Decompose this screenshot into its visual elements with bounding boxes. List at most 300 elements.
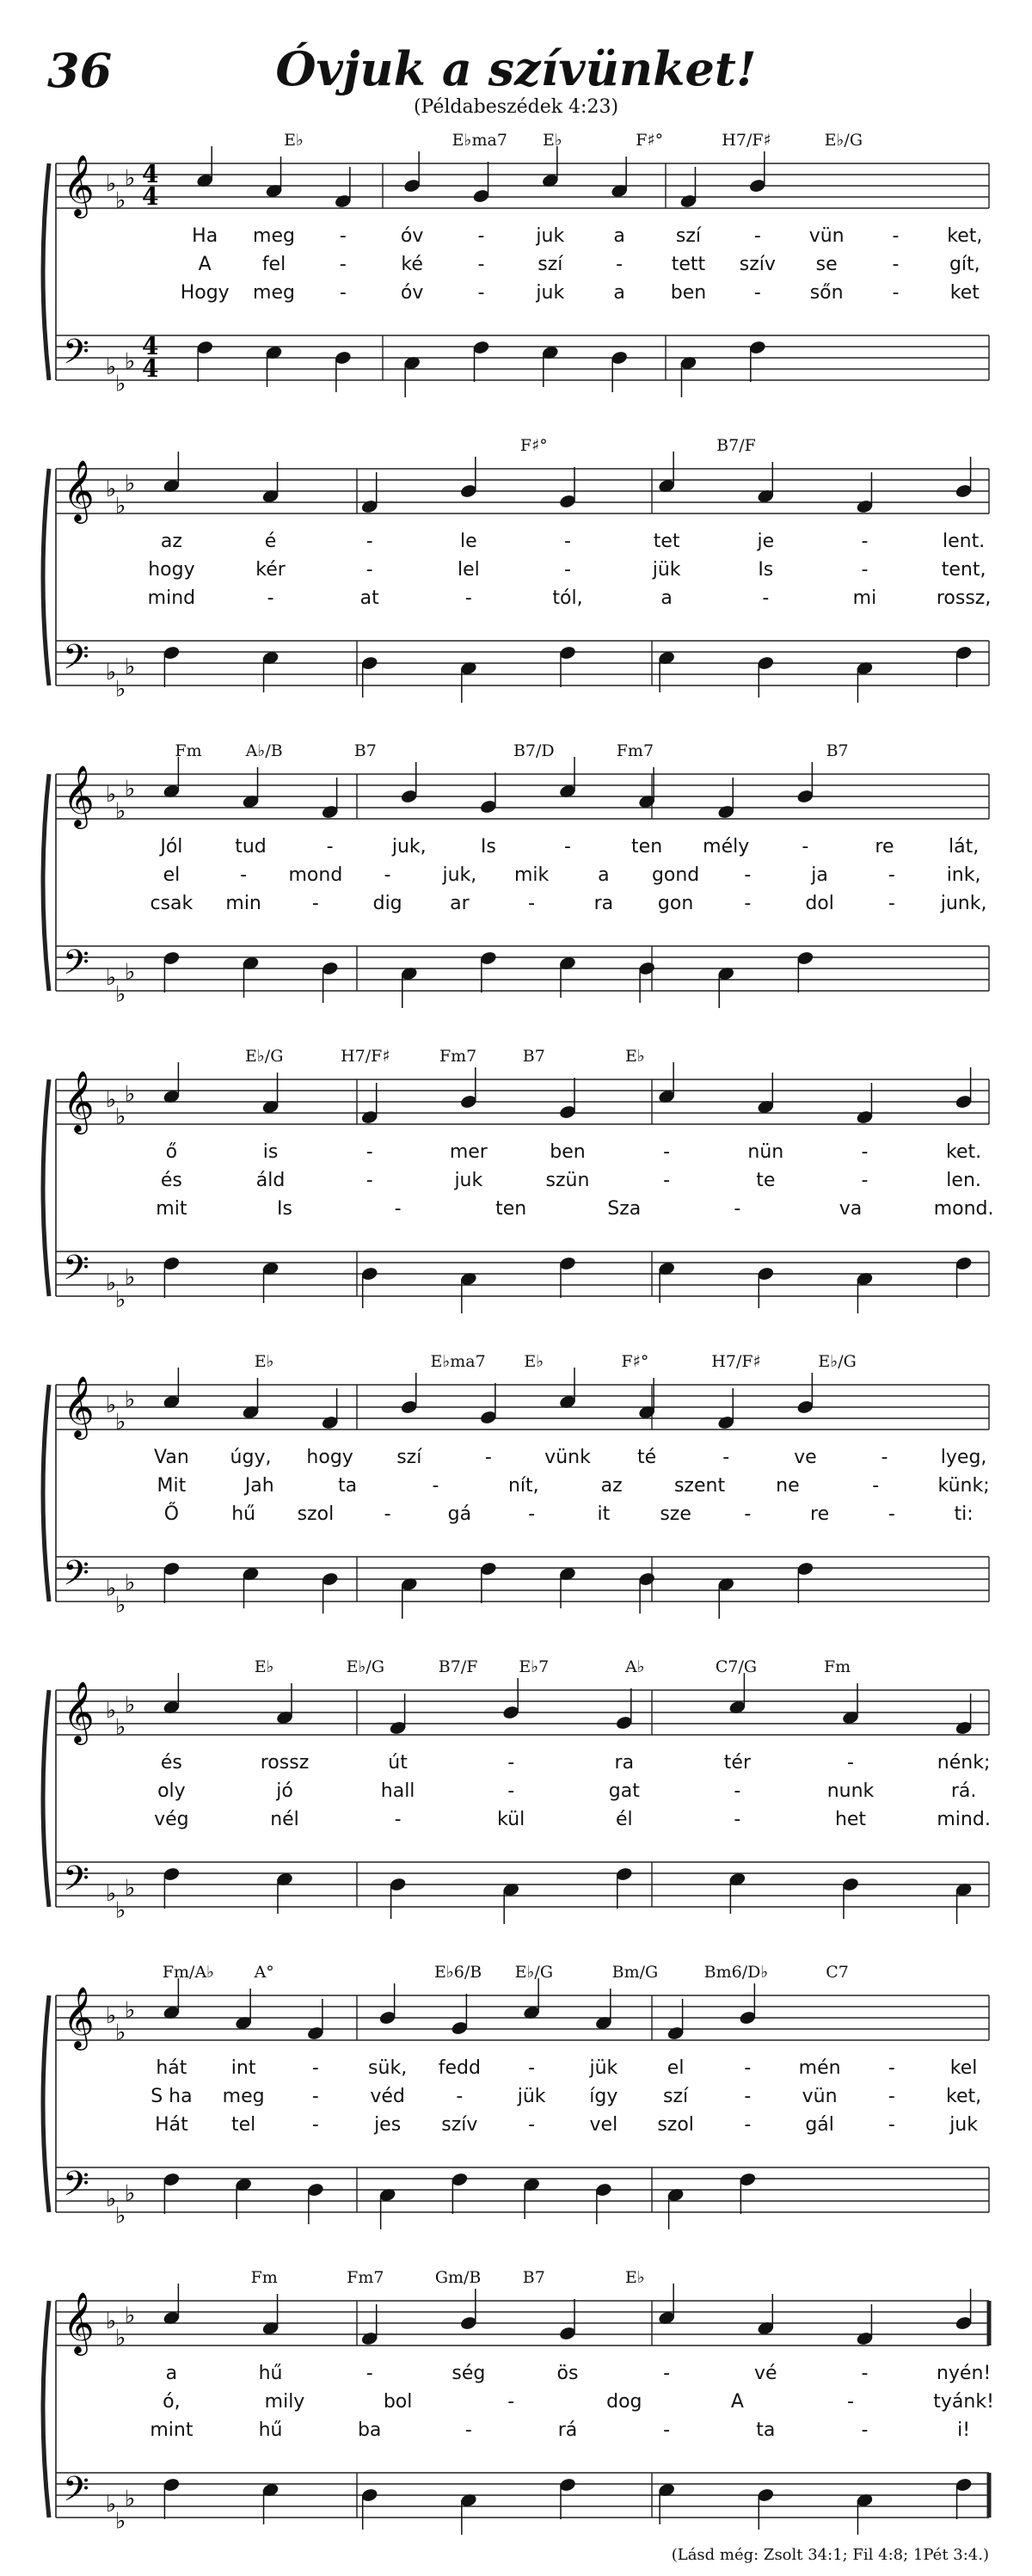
lyric-syllable: -	[744, 1503, 752, 1525]
lyric-syllable: -	[663, 2363, 671, 2384]
lyric-syllable: Jól	[160, 836, 183, 858]
lyric-syllable: Van	[154, 1447, 189, 1468]
lyric-syllable: szív	[739, 254, 776, 275]
key-signature-flat-icon: ♭	[115, 1714, 126, 1741]
lyric-syllable: ő	[165, 1141, 178, 1163]
lyric-syllable: -	[872, 1475, 880, 1497]
chord-symbol: F♯°	[621, 1352, 649, 1371]
key-signature-flat-icon: ♭	[125, 654, 136, 680]
chord-symbol: Fm	[823, 1657, 851, 1676]
lyric-syllable: -	[394, 1809, 402, 1830]
lyric-syllable: az	[160, 531, 182, 552]
lyric-syllable: tud	[235, 836, 267, 858]
key-signature-flat-icon: ♭	[115, 188, 126, 214]
chord-symbol: B7	[522, 1047, 545, 1066]
lyric-syllable: Sza	[607, 1198, 642, 1220]
lyric-syllable: dol	[805, 893, 834, 914]
key-signature-flat-icon: ♭	[125, 1692, 136, 1718]
lyric-syllable: -	[892, 254, 900, 275]
lyric-syllable: dog	[606, 2391, 642, 2413]
lyric-syllable: te	[756, 1170, 776, 1191]
lyric-syllable: i!	[957, 2419, 971, 2441]
lyric-syllable: -	[477, 225, 485, 247]
key-signature-flat-icon: ♭	[106, 1576, 117, 1602]
lyric-syllable: je	[757, 531, 775, 552]
key-signature-flat-icon: ♭	[106, 171, 117, 197]
lyric-syllable: ben	[670, 282, 707, 304]
key-signature-flat-icon: ♭	[106, 2003, 117, 2029]
bass-clef-icon: 𝄢	[63, 332, 89, 380]
lyric-syllable: -	[861, 1170, 869, 1191]
lyric-syllable: mik	[513, 864, 550, 886]
lyric-syllable: fedd	[438, 2057, 481, 2079]
lyric-syllable: jük	[652, 559, 681, 581]
chord-symbol: Bm/G	[611, 1963, 659, 1982]
lyric-syllable: -	[734, 1780, 741, 1802]
lyric-syllable: -	[802, 836, 809, 858]
lyric-syllable: ten	[495, 1198, 527, 1220]
lyric-syllable: ket,	[947, 225, 983, 247]
music-system	[0, 129, 1032, 439]
system-bracket	[43, 1690, 49, 1907]
key-signature-flat-icon: ♭	[115, 1409, 126, 1436]
lyric-syllable: -	[888, 864, 895, 886]
lyric-syllable: -	[366, 559, 373, 581]
lyric-syllable: -	[267, 587, 274, 609]
system-bracket	[43, 163, 49, 380]
lyric-syllable: a	[613, 225, 625, 247]
lyric-syllable: út	[388, 1752, 408, 1774]
key-signature-flat-icon: ♭	[125, 959, 136, 986]
staff-svg	[0, 129, 1032, 439]
lyric-syllable: sük,	[368, 2057, 408, 2079]
key-signature-flat-icon: ♭	[125, 776, 136, 802]
chord-symbol: Gm/B	[434, 2268, 482, 2287]
lyric-syllable: jó	[276, 1780, 293, 1802]
lyric-syllable: ink,	[946, 864, 981, 886]
lyric-syllable: -	[888, 1503, 895, 1525]
lyric-syllable: mer	[449, 1141, 488, 1163]
treble-clef-icon: 𝄞	[63, 153, 95, 216]
lyric-syllable: sőn	[809, 282, 844, 304]
chord-symbol: E♭	[284, 131, 304, 150]
lyric-syllable: len.	[946, 1170, 981, 1191]
key-signature-flat-icon: ♭	[115, 2325, 126, 2352]
lyric-syllable: áld	[255, 1170, 286, 1191]
lyric-syllable: -	[507, 1780, 515, 1802]
bass-clef-icon: 𝄢	[63, 2164, 89, 2212]
lyric-syllable: lát,	[948, 836, 980, 858]
lyric-syllable: bol	[383, 2391, 413, 2413]
key-signature-flat-icon: ♭	[106, 2492, 117, 2518]
lyric-syllable: kel	[949, 2057, 978, 2079]
chord-symbol: A°	[254, 1963, 274, 1982]
lyric-syllable: -	[734, 1198, 741, 1220]
lyric-syllable: vel	[589, 2114, 618, 2136]
key-signature-flat-icon: ♭	[115, 1897, 126, 1924]
lyric-syllable: -	[847, 1752, 854, 1774]
key-signature-flat-icon: ♭	[115, 2203, 126, 2229]
key-signature-flat-icon: ♭	[115, 798, 126, 825]
lyric-syllable: szí	[396, 1447, 422, 1468]
bass-clef-icon: 𝄢	[63, 1248, 89, 1296]
lyric-syllable: Jah	[244, 1475, 274, 1497]
chord-symbol: H7/F♯	[341, 1047, 390, 1066]
lyric-syllable: -	[734, 1809, 741, 1830]
lyric-syllable: -	[528, 2114, 536, 2136]
key-signature-flat-icon: ♭	[106, 476, 117, 502]
lyric-syllable: A	[730, 2391, 744, 2413]
lyric-syllable: -	[753, 282, 761, 304]
lyric-syllable: ba	[357, 2419, 382, 2441]
lyric-syllable: jük	[517, 2086, 546, 2107]
lyric-syllable: szí	[538, 254, 563, 275]
lyric-syllable: -	[847, 2391, 854, 2413]
lyric-syllable: úgy,	[230, 1447, 272, 1468]
lyric-syllable: A	[198, 254, 212, 275]
lyric-syllable: -	[366, 1141, 373, 1163]
chord-symbol: Fm	[175, 741, 202, 760]
lyric-syllable: a	[613, 282, 625, 304]
music-system	[0, 740, 1032, 1049]
key-signature-flat-icon: ♭	[106, 2186, 117, 2212]
lyric-syllable: lent.	[942, 531, 986, 552]
lyric-syllable: a	[598, 864, 610, 886]
lyric-syllable: tyánk!	[933, 2391, 994, 2413]
key-signature-flat-icon: ♭	[115, 981, 126, 1008]
lyric-syllable: vég	[154, 1809, 189, 1830]
lyric-syllable: nün	[747, 1141, 784, 1163]
lyric-syllable: gít,	[949, 254, 980, 275]
key-signature-flat-icon: ♭	[115, 1104, 126, 1130]
lyric-syllable: nénk;	[937, 1752, 991, 1774]
time-signature: 4	[142, 332, 159, 360]
chord-symbol: B7	[353, 741, 377, 760]
lyric-syllable: rossz,	[936, 587, 992, 609]
lyric-syllable: se	[815, 254, 838, 275]
lyric-syllable: -	[564, 531, 571, 552]
lyric-syllable: vünk	[544, 1447, 591, 1468]
lyric-syllable: re	[875, 836, 894, 858]
lyric-syllable: lyeg,	[940, 1447, 987, 1468]
key-signature-flat-icon: ♭	[125, 1875, 136, 1902]
lyric-syllable: -	[861, 1141, 869, 1163]
lyric-syllable: a	[660, 587, 673, 609]
lyric-syllable: vé	[754, 2363, 777, 2384]
lyric-syllable: -	[311, 2086, 319, 2107]
lyric-syllable: juk,	[442, 864, 477, 886]
lyric-syllable: rá	[557, 2419, 578, 2441]
chord-symbol: B7/F	[716, 436, 756, 455]
chord-symbol: H7/F♯	[711, 1352, 761, 1371]
treble-clef-icon: 𝄞	[63, 1069, 95, 1132]
key-signature-flat-icon: ♭	[125, 470, 136, 497]
lyric-syllable: -	[432, 1475, 439, 1497]
lyric-syllable: szün	[545, 1170, 590, 1191]
chord-symbol: E♭	[254, 1657, 274, 1676]
chord-symbol: B7	[826, 741, 849, 760]
lyric-syllable: ket.	[946, 1141, 982, 1163]
lyric-syllable: ket,	[946, 2086, 982, 2107]
lyric-syllable: ös	[556, 2363, 579, 2384]
time-signature: 4	[142, 182, 159, 211]
lyric-syllable: -	[528, 893, 536, 914]
lyric-syllable: és	[160, 1752, 182, 1774]
treble-clef-icon: 𝄞	[63, 1374, 95, 1437]
lyric-syllable: -	[861, 2363, 869, 2384]
lyric-syllable: oly	[157, 1780, 186, 1802]
lyric-syllable: mond	[288, 864, 343, 886]
chord-symbol: Fm7	[347, 2268, 384, 2287]
key-signature-flat-icon: ♭	[125, 1264, 136, 1291]
lyric-syllable: gá	[447, 1503, 472, 1525]
lyric-syllable: té	[637, 1447, 657, 1468]
lyric-syllable: -	[507, 2391, 515, 2413]
lyric-syllable: dig	[372, 893, 402, 914]
lyric-syllable: -	[744, 864, 752, 886]
chord-symbol: E♭	[254, 1352, 274, 1371]
lyric-syllable: juk	[536, 282, 565, 304]
lyric-syllable: nyén!	[936, 2363, 992, 2384]
lyric-syllable: kül	[497, 1809, 525, 1830]
lyric-syllable: ta	[756, 2419, 776, 2441]
lyric-syllable: juk	[536, 225, 565, 247]
lyric-syllable: it	[597, 1503, 611, 1525]
time-signature: 4	[142, 354, 159, 383]
lyric-syllable: és	[160, 1170, 182, 1191]
lyric-syllable: ket	[949, 282, 980, 304]
lyric-syllable: kér	[255, 559, 286, 581]
lyric-syllable: juk	[454, 1170, 483, 1191]
lyric-syllable: tér	[723, 1752, 751, 1774]
lyric-syllable: -	[753, 225, 761, 247]
lyric-syllable: Is	[480, 836, 496, 858]
lyric-syllable: ar	[450, 893, 470, 914]
lyric-syllable: óv	[400, 225, 424, 247]
lyric-syllable: é	[264, 531, 277, 552]
lyric-syllable: szol	[657, 2114, 694, 2136]
key-signature-flat-icon: ♭	[106, 660, 117, 685]
lyric-syllable: szol	[297, 1503, 335, 1525]
lyric-syllable: rossz	[260, 1752, 310, 1774]
music-system	[0, 434, 1032, 744]
hymn-number: 36	[47, 43, 113, 98]
lyric-syllable: meg	[253, 225, 295, 247]
music-system	[0, 1961, 1032, 2271]
chord-symbol: A♭/B	[245, 741, 283, 760]
hymn-title: Óvjuk a szívünket!	[275, 41, 757, 96]
lyric-syllable: ja	[811, 864, 828, 886]
treble-clef-icon: 𝄞	[63, 2290, 95, 2353]
chord-symbol: Fm7	[616, 741, 654, 760]
scripture-reference: (Példabeszédek 4:23)	[413, 96, 619, 118]
lyric-syllable: szív	[441, 2114, 478, 2136]
lyric-syllable: tel	[231, 2114, 256, 2136]
lyric-syllable: -	[384, 864, 391, 886]
lyric-syllable: -	[464, 587, 472, 609]
lyric-syllable: hogy	[306, 1447, 353, 1468]
lyric-syllable: min	[225, 893, 261, 914]
key-signature-flat-icon: ♭	[106, 782, 117, 808]
lyric-syllable: ra	[614, 1752, 635, 1774]
lyric-syllable: va	[838, 1198, 863, 1220]
lyric-syllable: künk;	[937, 1475, 990, 1497]
key-signature-flat-icon: ♭	[125, 1570, 136, 1596]
lyric-syllable: Hát	[155, 2114, 188, 2136]
lyric-syllable: -	[240, 864, 248, 886]
lyric-syllable: el	[163, 864, 181, 886]
chord-symbol: B7/F	[438, 1657, 478, 1676]
chord-symbol: E♭ma7	[430, 1352, 486, 1371]
lyric-syllable: mint	[150, 2419, 194, 2441]
key-signature-flat-icon: ♭	[125, 348, 136, 375]
lyric-syllable: hát	[156, 2057, 187, 2079]
key-signature-flat-icon: ♭	[115, 1592, 126, 1619]
music-system	[0, 1656, 1032, 1965]
lyric-syllable: -	[892, 282, 900, 304]
key-signature-flat-icon: ♭	[125, 1081, 136, 1108]
bass-clef-icon: 𝄢	[63, 1859, 89, 1907]
lyric-syllable: ben	[550, 1141, 586, 1163]
lyric-syllable: jük	[589, 2057, 618, 2079]
lyric-syllable: Ő	[163, 1503, 180, 1525]
key-signature-flat-icon: ♭	[106, 1087, 117, 1113]
lyric-syllable: tent,	[941, 559, 986, 581]
key-signature-flat-icon: ♭	[106, 1393, 117, 1418]
lyric-syllable: jes	[374, 2114, 402, 2136]
lyric-syllable: -	[663, 2419, 671, 2441]
lyric-syllable: -	[564, 559, 571, 581]
chord-symbol: Fm/A♭	[162, 1963, 215, 1982]
lyric-syllable: -	[663, 1141, 671, 1163]
chord-symbol: E♭/G	[346, 1657, 385, 1676]
lyric-syllable: ra	[593, 893, 614, 914]
key-signature-flat-icon: ♭	[115, 2508, 126, 2535]
chord-symbol: F♯°	[519, 436, 548, 455]
lyric-syllable: meg	[253, 282, 295, 304]
lyric-syllable: mén	[798, 2057, 841, 2079]
chord-symbol: Fm	[250, 2268, 278, 2287]
chord-symbol: E♭/G	[514, 1963, 554, 1982]
chord-symbol: Bm6/D♭	[703, 1963, 769, 1982]
lyric-syllable: mit	[156, 1198, 187, 1220]
lyric-syllable: -	[339, 254, 347, 275]
chord-symbol: E♭6/B	[433, 1963, 482, 1982]
key-signature-flat-icon: ♭	[106, 2309, 117, 2334]
lyric-syllable: ó,	[163, 2391, 181, 2413]
lyric-syllable: -	[464, 2419, 472, 2441]
lyric-syllable: óv	[400, 282, 424, 304]
system-bracket	[43, 469, 49, 685]
lyric-syllable: csak	[150, 893, 194, 914]
lyric-syllable: nél	[270, 1809, 299, 1830]
lyric-syllable: hű	[258, 2363, 283, 2384]
key-signature-flat-icon: ♭	[106, 1270, 117, 1296]
lyric-syllable: -	[484, 1447, 492, 1468]
lyric-syllable: hall	[380, 1780, 415, 1802]
bass-clef-icon: 𝄢	[63, 1553, 89, 1602]
lyric-syllable: -	[384, 1503, 391, 1525]
lyric-syllable: tett	[671, 254, 706, 275]
lyric-syllable: mind.	[937, 1809, 991, 1830]
lyric-syllable: Is	[758, 559, 774, 581]
lyric-syllable: Hogy	[180, 282, 230, 304]
lyric-syllable: el	[666, 2057, 685, 2079]
lyric-syllable: tól,	[552, 587, 583, 609]
lyric-syllable: él	[615, 1809, 633, 1830]
lyric-syllable: Ha	[192, 225, 218, 247]
lyric-syllable: -	[477, 254, 485, 275]
lyric-syllable: ké	[401, 254, 423, 275]
chord-symbol: E♭	[624, 1047, 645, 1066]
lyric-syllable: mily	[264, 2391, 305, 2413]
lyric-syllable: ta	[338, 1475, 358, 1497]
music-system	[0, 2266, 1032, 2576]
chord-symbol: F♯°	[636, 131, 664, 150]
lyric-syllable: -	[744, 2086, 752, 2107]
lyric-syllable: szent	[673, 1475, 726, 1497]
lyric-syllable: juk	[949, 2114, 978, 2136]
chord-symbol: E♭ma7	[452, 131, 507, 150]
lyric-syllable: rá.	[950, 1780, 977, 1802]
bass-clef-icon: 𝄢	[63, 943, 89, 991]
key-signature-flat-icon: ♭	[115, 493, 126, 520]
music-system	[0, 1045, 1032, 1355]
lyric-syllable: nunk	[826, 1780, 875, 1802]
lyric-syllable: -	[339, 282, 347, 304]
chord-symbol: B7/D	[513, 741, 555, 760]
lyric-syllable: -	[528, 2057, 536, 2079]
lyric-syllable: -	[616, 254, 624, 275]
lyric-syllable: -	[366, 1170, 373, 1191]
lyric-syllable: -	[477, 282, 485, 304]
chord-symbol: E♭/G	[244, 1047, 284, 1066]
treble-clef-icon: 𝄞	[63, 764, 95, 827]
lyric-syllable: gat	[608, 1780, 640, 1802]
lyric-syllable: junk,	[940, 893, 987, 914]
lyric-syllable: -	[564, 836, 571, 858]
lyric-syllable: -	[892, 225, 900, 247]
key-signature-flat-icon: ♭	[106, 354, 117, 380]
key-signature-flat-icon: ♭	[115, 676, 126, 703]
lyric-syllable: sze	[660, 1503, 691, 1525]
lyric-syllable: gon	[657, 893, 694, 914]
lyric-syllable: -	[528, 1503, 536, 1525]
lyric-syllable: at	[359, 587, 379, 609]
lyric-syllable: ve	[794, 1447, 817, 1468]
time-signature: 4	[142, 160, 159, 188]
chord-symbol: H7/F♯	[722, 131, 771, 150]
lyric-syllable: -	[888, 2057, 895, 2079]
lyric-syllable: -	[861, 531, 869, 552]
lyric-syllable: -	[366, 531, 373, 552]
bass-clef-icon: 𝄢	[63, 2469, 89, 2518]
lyric-syllable: Mit	[157, 1475, 187, 1497]
lyric-syllable: -	[366, 2363, 373, 2384]
key-signature-flat-icon: ♭	[106, 1698, 117, 1724]
lyric-syllable: -	[861, 559, 869, 581]
lyric-syllable: -	[744, 2114, 752, 2136]
chord-symbol: E♭	[542, 131, 562, 150]
lyric-syllable: hű	[258, 2419, 283, 2441]
lyric-syllable: szí	[675, 225, 702, 247]
chord-symbol: E♭/G	[824, 131, 863, 150]
lyric-syllable: -	[888, 2086, 895, 2107]
lyric-syllable: -	[311, 893, 319, 914]
chord-symbol: E♭	[624, 2268, 645, 2287]
key-signature-flat-icon: ♭	[115, 1287, 126, 1313]
lyric-syllable: -	[456, 2086, 464, 2107]
